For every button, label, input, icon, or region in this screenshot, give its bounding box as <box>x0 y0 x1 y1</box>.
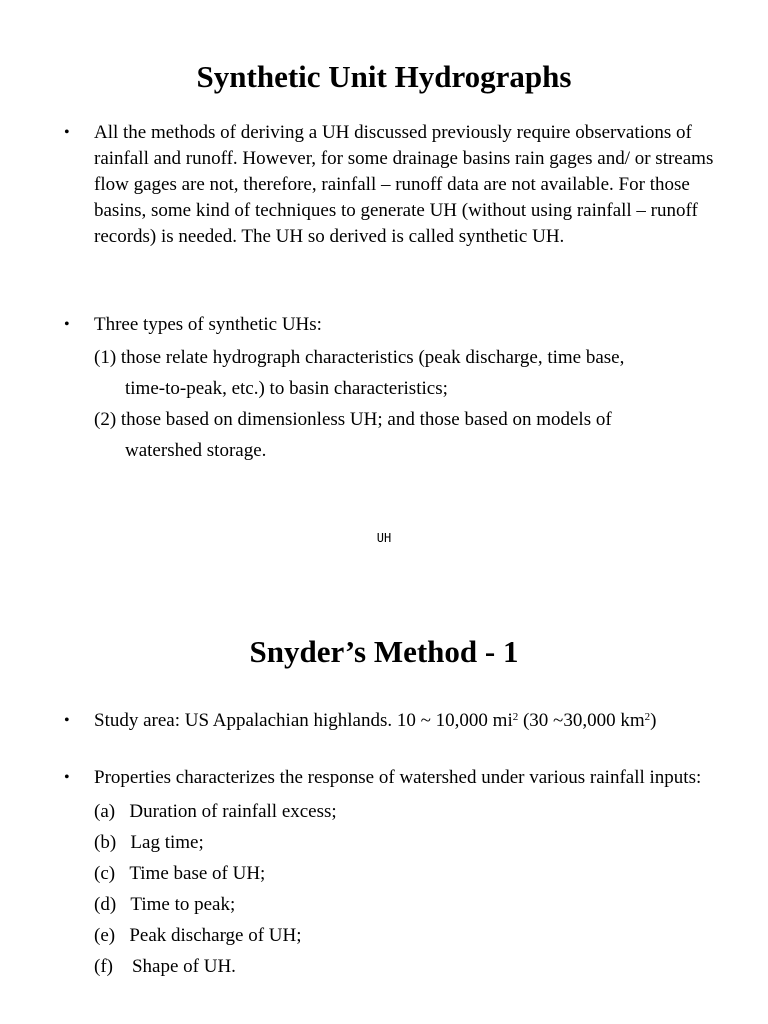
list-item <box>94 858 714 889</box>
bullet-marker: • <box>64 712 70 729</box>
bullet-marker: • <box>64 769 70 786</box>
type-label: (1) <box>94 347 121 368</box>
list-item <box>94 827 714 858</box>
types-heading: Three types of synthetic UHs: <box>94 314 322 335</box>
property-label: (f) <box>94 956 132 977</box>
bullet-marker: • <box>64 124 70 141</box>
image-caption: UH <box>376 531 392 545</box>
property-label: (b) <box>94 832 131 853</box>
properties-heading: Properties characterizes the response of watershed under various rainfall inputs: <box>94 767 702 788</box>
intro-paragraph: All the methods of deriving a UH discussed previously require observations of rainfall and runoff. However, for some drainage basins rain gages and/ or streams flow gages are not, therefore, rainfall – runoff data are not available. For those basins, some kind of techniques to generate UH (without using rainfall – runoff records) is needed. The UH so derived is called synthetic UH. <box>94 122 714 247</box>
properties-list <box>94 796 714 982</box>
property-text: Peak discharge of UH; <box>129 925 302 946</box>
study-area-part3: ) <box>650 710 657 731</box>
property-text: Shape of UH. <box>131 956 236 977</box>
superscript: 2 <box>512 711 519 723</box>
study-area-part1: Study area: US Appalachian highlands. 10 ~ 10,000 mi <box>94 710 513 731</box>
type-text-line1: those based on dimensionless UH; and those based on models of <box>120 409 612 430</box>
list-item-continuation <box>94 435 714 466</box>
types-list <box>94 342 714 466</box>
list-item <box>94 951 714 982</box>
list-item <box>94 796 714 827</box>
bullet-marker: • <box>64 316 70 333</box>
list-item <box>94 920 714 951</box>
property-label: (c) <box>94 863 130 884</box>
property-label: (e) <box>94 925 130 946</box>
superscript: 2 <box>644 711 651 723</box>
list-item-continuation <box>94 373 714 404</box>
bullet-properties <box>64 765 714 982</box>
bullet-intro <box>64 120 714 250</box>
page-title-snyder-method: Snyder’s Method - 1 <box>249 634 519 669</box>
property-text: Lag time; <box>130 832 204 853</box>
property-text: Time base of UH; <box>129 863 266 884</box>
page-title-synthetic-uh: Synthetic Unit Hydrographs <box>196 59 572 94</box>
type-text-line1: those relate hydrograph characteristics (peak discharge, time base, <box>120 347 625 368</box>
type-text-line2: watershed storage. <box>125 440 267 461</box>
property-label: (d) <box>94 894 131 915</box>
property-label: (a) <box>94 801 130 822</box>
list-item <box>94 889 714 920</box>
property-text: Time to peak; <box>130 894 236 915</box>
type-label: (2) <box>94 409 121 430</box>
list-item <box>94 342 714 373</box>
property-text: Duration of rainfall excess; <box>129 801 337 822</box>
list-item <box>94 404 714 435</box>
study-area-text <box>94 708 714 734</box>
study-area-part2: (30 ~30,000 km <box>518 710 645 731</box>
bullet-study-area <box>64 708 714 734</box>
type-text-line2: time-to-peak, etc.) to basin characteristics; <box>125 378 448 399</box>
bullet-types <box>64 312 714 466</box>
